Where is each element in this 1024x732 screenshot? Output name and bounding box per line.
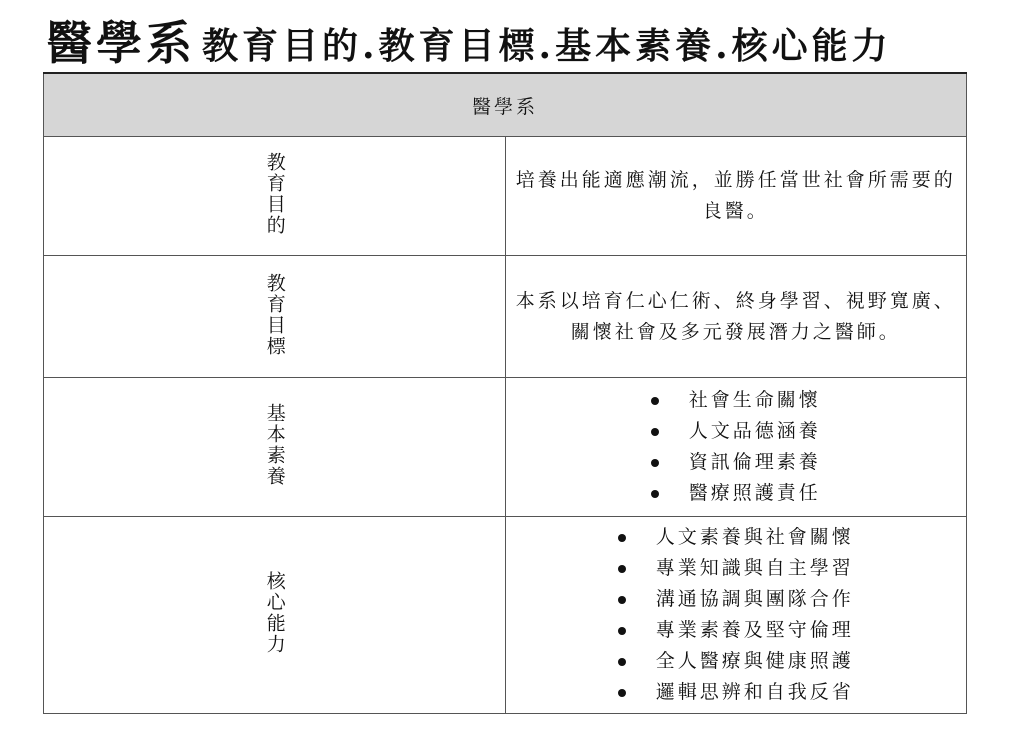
- bullet-icon: [618, 596, 626, 604]
- row-label-education-goals: 教育目標: [263, 272, 286, 357]
- list-item-text: 資訊倫理素養: [688, 451, 821, 473]
- education-goals-content: [505, 256, 967, 378]
- page-title-main: 醫學系: [46, 16, 196, 70]
- bullet-icon: [618, 658, 626, 666]
- row-label-cell: [44, 517, 506, 714]
- list-item: [618, 522, 854, 553]
- list-item: [618, 615, 854, 646]
- bullet-icon: [618, 534, 626, 542]
- list-item: [618, 646, 854, 677]
- row-label-core-competency: 核心能力: [263, 571, 286, 655]
- list-item: [651, 416, 821, 447]
- bullet-icon: [651, 428, 659, 436]
- core-competency-list: [618, 522, 854, 708]
- list-item-text: 溝通協調與團隊合作: [655, 588, 854, 610]
- list-item-text: 人文品德涵養: [688, 420, 821, 442]
- page-title-subtitle: 教育目的.教育目標.基本素養.核心能力: [202, 25, 892, 67]
- row-label-cell: [44, 256, 506, 378]
- list-item-text: 全人醫療與健康照護: [655, 650, 854, 672]
- table-header-cell: 醫學系: [44, 73, 967, 137]
- list-item-text: 醫療照護責任: [688, 482, 821, 504]
- education-purpose-content: [505, 137, 967, 256]
- bullet-icon: [651, 490, 659, 498]
- basic-literacy-list: [651, 385, 821, 509]
- bullet-icon: [618, 565, 626, 573]
- bullet-icon: [651, 459, 659, 467]
- row-label-basic-literacy: 基本素養: [263, 403, 286, 487]
- bullet-icon: [618, 627, 626, 635]
- row-label-education-purpose: 教育目的: [263, 152, 286, 236]
- list-item: [651, 385, 821, 416]
- table-header-row: [44, 73, 967, 137]
- list-item: [618, 584, 854, 615]
- page-title: [46, 6, 976, 70]
- row-label-cell: [44, 137, 506, 256]
- row-label-cell: [44, 378, 506, 517]
- curriculum-table: [43, 72, 967, 714]
- education-purpose-text: 培養出能適應潮流，並勝任當世社會所需要的良醫。: [515, 169, 956, 222]
- bullet-icon: [618, 689, 626, 697]
- list-item-text: 專業素養及堅守倫理: [655, 619, 854, 641]
- table-row-education-goals: [44, 256, 967, 378]
- table-row-core-competency: [44, 517, 967, 714]
- core-competency-content: [505, 517, 967, 714]
- education-goals-line-1: 本系以培育仁心仁術、終身學習、視野寬廣、: [515, 289, 956, 312]
- basic-literacy-content: [505, 378, 967, 517]
- education-goals-line-2: 關懷社會及多元發展潛力之醫師。: [570, 320, 901, 343]
- list-item-text: 人文素養與社會關懷: [655, 526, 854, 548]
- list-item-text: 社會生命關懷: [688, 389, 821, 411]
- list-item: [651, 478, 821, 509]
- table-row-education-purpose: [44, 137, 967, 256]
- list-item: [618, 677, 854, 708]
- list-item: [651, 447, 821, 478]
- list-item-text: 邏輯思辨和自我反省: [655, 681, 854, 703]
- list-item-text: 專業知識與自主學習: [655, 557, 854, 579]
- bullet-icon: [651, 397, 659, 405]
- table-row-basic-literacy: [44, 378, 967, 517]
- list-item: [618, 553, 854, 584]
